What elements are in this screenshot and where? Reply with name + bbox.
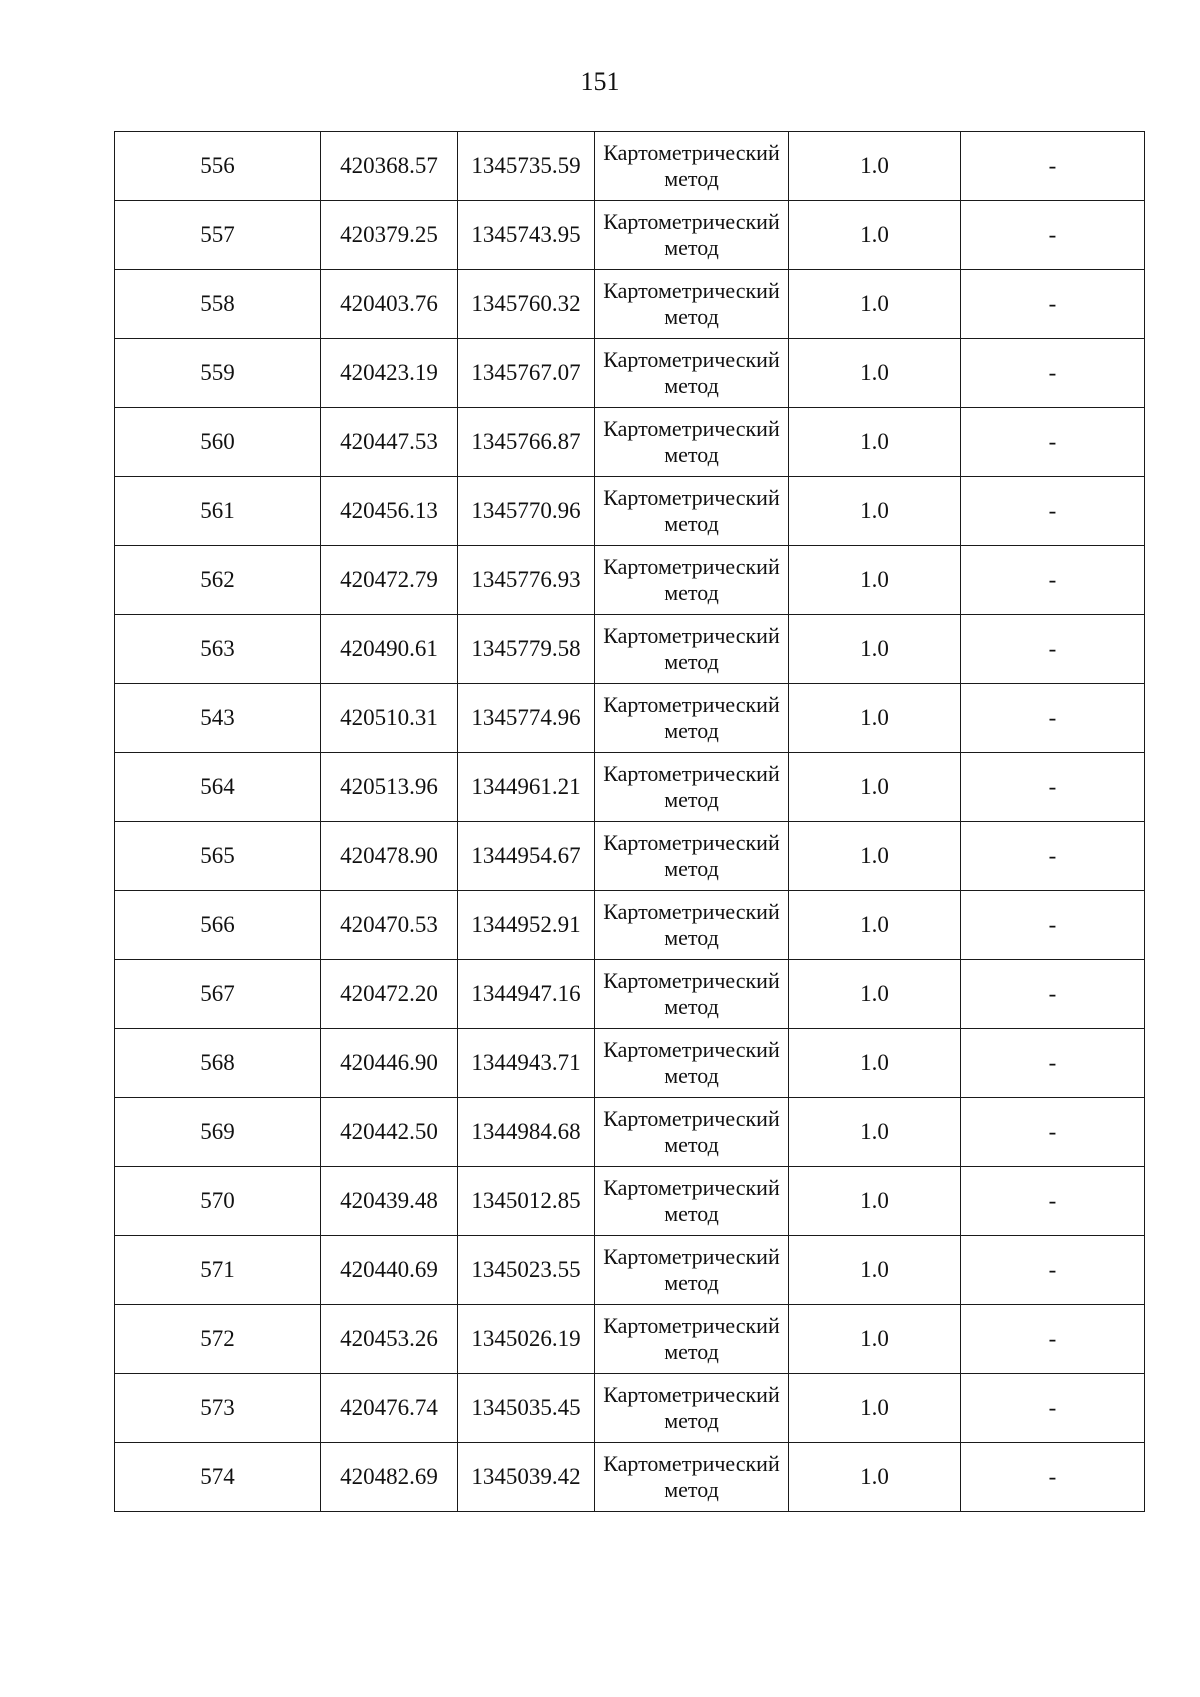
table-row [115, 753, 1145, 822]
description-cell: - [961, 615, 1145, 684]
description-cell: - [961, 1236, 1145, 1305]
point-number-cell: 563 [115, 615, 321, 684]
table-row [115, 1236, 1145, 1305]
y-coordinate-cell: 1345766.87 [458, 408, 595, 477]
description-cell: - [961, 753, 1145, 822]
method-cell [595, 477, 789, 546]
y-coordinate-cell: 1344984.68 [458, 1098, 595, 1167]
x-coordinate-cell: 420453.26 [321, 1305, 458, 1374]
method-cell [595, 684, 789, 753]
method-cell [595, 891, 789, 960]
table-row [115, 1443, 1145, 1512]
description-cell: - [961, 1305, 1145, 1374]
method-cell [595, 1167, 789, 1236]
x-coordinate-cell: 420456.13 [321, 477, 458, 546]
accuracy-cell: 1.0 [789, 684, 961, 753]
method-text-line: Картометрический [603, 1175, 780, 1200]
method-text-line: метод [664, 1063, 719, 1088]
description-cell: - [961, 1098, 1145, 1167]
method-text-line: метод [664, 1339, 719, 1364]
description-cell: - [961, 684, 1145, 753]
method-text-line: Картометрический [603, 1106, 780, 1131]
y-coordinate-cell: 1345776.93 [458, 546, 595, 615]
x-coordinate-cell: 420482.69 [321, 1443, 458, 1512]
table-row [115, 1167, 1145, 1236]
y-coordinate-cell: 1345770.96 [458, 477, 595, 546]
method-text-line: Картометрический [603, 140, 780, 165]
x-coordinate-cell: 420440.69 [321, 1236, 458, 1305]
method-text-line: метод [664, 1132, 719, 1157]
method-text-line: Картометрический [603, 830, 780, 855]
method-cell [595, 270, 789, 339]
description-cell: - [961, 408, 1145, 477]
method-text-line: метод [664, 304, 719, 329]
accuracy-cell: 1.0 [789, 891, 961, 960]
point-number-cell: 570 [115, 1167, 321, 1236]
method-text-line: Картометрический [603, 968, 780, 993]
table-row [115, 270, 1145, 339]
x-coordinate-cell: 420442.50 [321, 1098, 458, 1167]
point-number-cell: 573 [115, 1374, 321, 1443]
method-cell [595, 201, 789, 270]
method-text-line: метод [664, 925, 719, 950]
table-row [115, 684, 1145, 753]
y-coordinate-cell: 1344943.71 [458, 1029, 595, 1098]
method-text-line: Картометрический [603, 347, 780, 372]
table-row [115, 1029, 1145, 1098]
y-coordinate-cell: 1345035.45 [458, 1374, 595, 1443]
accuracy-cell: 1.0 [789, 477, 961, 546]
description-cell: - [961, 546, 1145, 615]
table-row [115, 546, 1145, 615]
method-cell [595, 408, 789, 477]
method-text-line: метод [664, 856, 719, 881]
y-coordinate-cell: 1344947.16 [458, 960, 595, 1029]
method-cell [595, 546, 789, 615]
method-text-line: метод [664, 718, 719, 743]
x-coordinate-cell: 420513.96 [321, 753, 458, 822]
method-cell [595, 1374, 789, 1443]
point-number-cell: 568 [115, 1029, 321, 1098]
point-number-cell: 564 [115, 753, 321, 822]
description-cell: - [961, 1374, 1145, 1443]
accuracy-cell: 1.0 [789, 1029, 961, 1098]
method-cell [595, 1305, 789, 1374]
x-coordinate-cell: 420446.90 [321, 1029, 458, 1098]
method-cell [595, 132, 789, 201]
method-cell [595, 1443, 789, 1512]
method-cell [595, 339, 789, 408]
method-cell [595, 1029, 789, 1098]
method-text-line: Картометрический [603, 692, 780, 717]
x-coordinate-cell: 420476.74 [321, 1374, 458, 1443]
table-row [115, 132, 1145, 201]
y-coordinate-cell: 1344954.67 [458, 822, 595, 891]
x-coordinate-cell: 420478.90 [321, 822, 458, 891]
table-row [115, 615, 1145, 684]
x-coordinate-cell: 420472.79 [321, 546, 458, 615]
accuracy-cell: 1.0 [789, 132, 961, 201]
method-text-line: метод [664, 1270, 719, 1295]
method-text-line: метод [664, 580, 719, 605]
accuracy-cell: 1.0 [789, 1374, 961, 1443]
y-coordinate-cell: 1345012.85 [458, 1167, 595, 1236]
accuracy-cell: 1.0 [789, 753, 961, 822]
table-body [115, 132, 1145, 1512]
x-coordinate-cell: 420403.76 [321, 270, 458, 339]
method-text-line: метод [664, 787, 719, 812]
method-text-line: Картометрический [603, 554, 780, 579]
method-text-line: метод [664, 235, 719, 260]
accuracy-cell: 1.0 [789, 822, 961, 891]
accuracy-cell: 1.0 [789, 270, 961, 339]
coordinates-table [114, 131, 1145, 1512]
description-cell: - [961, 339, 1145, 408]
x-coordinate-cell: 420470.53 [321, 891, 458, 960]
table-row [115, 891, 1145, 960]
table-row [115, 201, 1145, 270]
accuracy-cell: 1.0 [789, 960, 961, 1029]
description-cell: - [961, 477, 1145, 546]
table-row [115, 822, 1145, 891]
method-text-line: Картометрический [603, 1037, 780, 1062]
point-number-cell: 543 [115, 684, 321, 753]
point-number-cell: 562 [115, 546, 321, 615]
method-cell [595, 1236, 789, 1305]
description-cell: - [961, 1029, 1145, 1098]
method-text-line: Картометрический [603, 278, 780, 303]
accuracy-cell: 1.0 [789, 1098, 961, 1167]
method-text-line: метод [664, 1477, 719, 1502]
y-coordinate-cell: 1345767.07 [458, 339, 595, 408]
page-number: 151 [580, 67, 620, 96]
point-number-cell: 561 [115, 477, 321, 546]
point-number-cell: 569 [115, 1098, 321, 1167]
table-row [115, 1374, 1145, 1443]
y-coordinate-cell: 1345779.58 [458, 615, 595, 684]
point-number-cell: 566 [115, 891, 321, 960]
y-coordinate-cell: 1345735.59 [458, 132, 595, 201]
x-coordinate-cell: 420439.48 [321, 1167, 458, 1236]
method-text-line: метод [664, 373, 719, 398]
y-coordinate-cell: 1344952.91 [458, 891, 595, 960]
table-row [115, 960, 1145, 1029]
description-cell: - [961, 1167, 1145, 1236]
method-text-line: метод [664, 649, 719, 674]
method-text-line: метод [664, 511, 719, 536]
point-number-cell: 567 [115, 960, 321, 1029]
accuracy-cell: 1.0 [789, 1167, 961, 1236]
point-number-cell: 559 [115, 339, 321, 408]
method-text-line: Картометрический [603, 1244, 780, 1269]
description-cell: - [961, 270, 1145, 339]
method-cell [595, 1098, 789, 1167]
x-coordinate-cell: 420423.19 [321, 339, 458, 408]
method-cell [595, 960, 789, 1029]
table-row [115, 1305, 1145, 1374]
description-cell: - [961, 822, 1145, 891]
table-row [115, 477, 1145, 546]
point-number-cell: 556 [115, 132, 321, 201]
description-cell: - [961, 891, 1145, 960]
y-coordinate-cell: 1345026.19 [458, 1305, 595, 1374]
table-row [115, 339, 1145, 408]
method-text-line: Картометрический [603, 1451, 780, 1476]
method-text-line: Картометрический [603, 1313, 780, 1338]
x-coordinate-cell: 420379.25 [321, 201, 458, 270]
accuracy-cell: 1.0 [789, 1443, 961, 1512]
method-text-line: метод [664, 166, 719, 191]
method-text-line: метод [664, 442, 719, 467]
point-number-cell: 557 [115, 201, 321, 270]
accuracy-cell: 1.0 [789, 339, 961, 408]
y-coordinate-cell: 1345023.55 [458, 1236, 595, 1305]
accuracy-cell: 1.0 [789, 201, 961, 270]
point-number-cell: 560 [115, 408, 321, 477]
point-number-cell: 574 [115, 1443, 321, 1512]
accuracy-cell: 1.0 [789, 615, 961, 684]
method-text-line: Картометрический [603, 761, 780, 786]
y-coordinate-cell: 1345039.42 [458, 1443, 595, 1512]
method-text-line: Картометрический [603, 1382, 780, 1407]
method-text-line: метод [664, 1201, 719, 1226]
method-cell [595, 615, 789, 684]
method-cell [595, 753, 789, 822]
method-text-line: Картометрический [603, 416, 780, 441]
method-text-line: Картометрический [603, 209, 780, 234]
method-cell [595, 822, 789, 891]
x-coordinate-cell: 420490.61 [321, 615, 458, 684]
description-cell: - [961, 132, 1145, 201]
method-text-line: Картометрический [603, 485, 780, 510]
y-coordinate-cell: 1345743.95 [458, 201, 595, 270]
accuracy-cell: 1.0 [789, 408, 961, 477]
x-coordinate-cell: 420447.53 [321, 408, 458, 477]
point-number-cell: 565 [115, 822, 321, 891]
x-coordinate-cell: 420472.20 [321, 960, 458, 1029]
point-number-cell: 558 [115, 270, 321, 339]
x-coordinate-cell: 420510.31 [321, 684, 458, 753]
x-coordinate-cell: 420368.57 [321, 132, 458, 201]
accuracy-cell: 1.0 [789, 546, 961, 615]
accuracy-cell: 1.0 [789, 1305, 961, 1374]
method-text-line: Картометрический [603, 623, 780, 648]
point-number-cell: 572 [115, 1305, 321, 1374]
description-cell: - [961, 201, 1145, 270]
description-cell: - [961, 960, 1145, 1029]
method-text-line: Картометрический [603, 899, 780, 924]
y-coordinate-cell: 1345774.96 [458, 684, 595, 753]
description-cell: - [961, 1443, 1145, 1512]
method-text-line: метод [664, 1408, 719, 1433]
y-coordinate-cell: 1345760.32 [458, 270, 595, 339]
accuracy-cell: 1.0 [789, 1236, 961, 1305]
point-number-cell: 571 [115, 1236, 321, 1305]
y-coordinate-cell: 1344961.21 [458, 753, 595, 822]
table-row [115, 1098, 1145, 1167]
method-text-line: метод [664, 994, 719, 1019]
table-row [115, 408, 1145, 477]
